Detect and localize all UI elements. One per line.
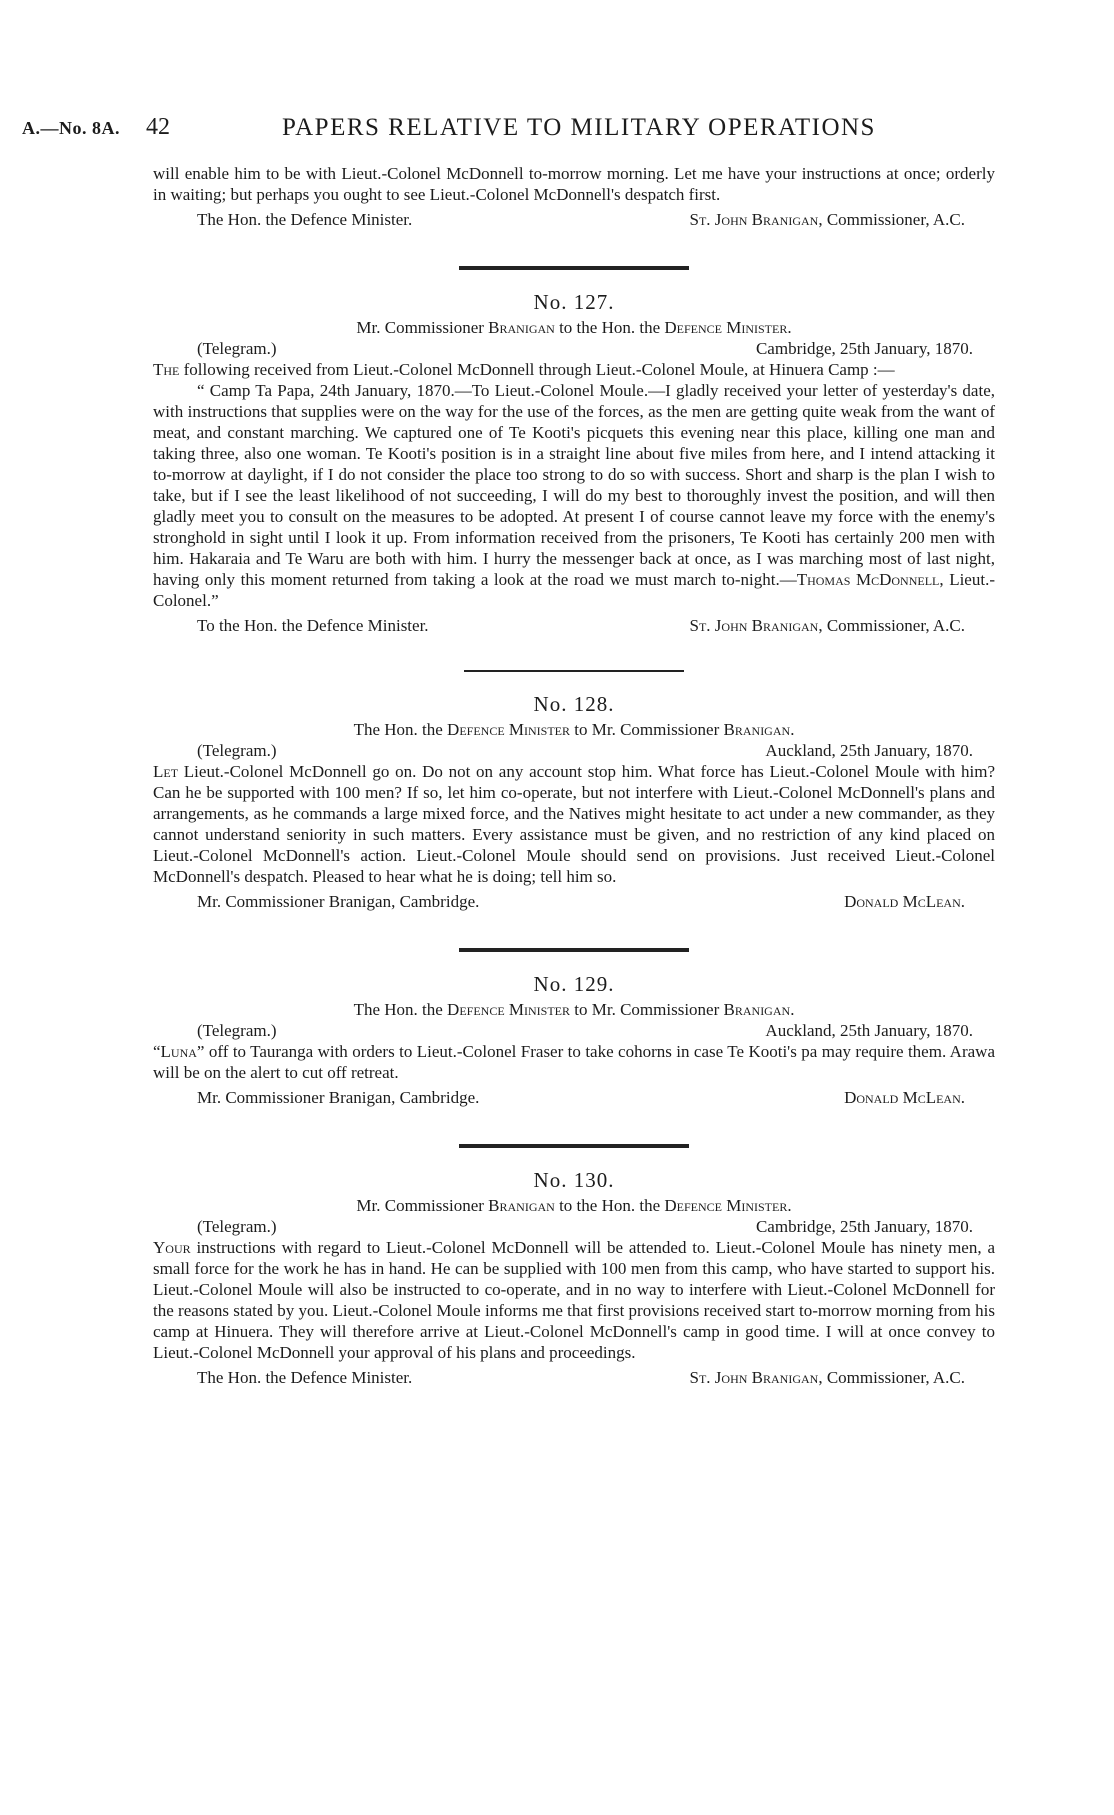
addressee: Mr. Commissioner Branigan, Cambridge. — [197, 892, 480, 911]
telegram-127 — [153, 292, 995, 636]
sender-title: . — [960, 1088, 965, 1107]
page-content — [153, 163, 995, 1388]
document-number: No. 130. — [533, 1168, 615, 1192]
telegram-meta — [153, 338, 995, 359]
continued-text: will enable him to be with Lieut.-Colonel McDonnell to-morrow morning. Let me have your instructions at once; orderly in waiting; but perhaps you ought to see Lieut.-Colonel McDonnell's despatch first. — [153, 164, 995, 204]
route-part: Mr. Commissioner — [356, 1196, 489, 1215]
body-text: Lieut.-Colonel McDonnell go on. Do not on any account stop him. What force has Lieut.-Colonel Moule with him? Can he be supported with 100 men? If so, let him co-operate, but not interfere with Lieut.-Colonel McDonnell's plans and arrangements, as he commands a large mixed force, and the Natives might hesitate to act under a new commander, as they cannot understand seniority in such matters. Every assistance must be given, and no restriction of any kind placed on Lieut.-Colonel McDonnell's action. Lieut.-Colonel Moule should send on provisions. Just received Lieut.-Colonel McDonnell's despatch. Pleased to hear what he is doing; tell him so. — [153, 762, 995, 886]
route-name: Defence Minister — [664, 318, 788, 337]
quote-end: , Lieut.-Colonel.” — [153, 570, 995, 610]
route-part: to the Hon. the — [554, 1196, 665, 1215]
route-name: Defence Minister — [447, 1000, 571, 1019]
place-date: Auckland, 25th January, 1870. — [765, 1021, 973, 1040]
place-date: Auckland, 25th January, 1870. — [765, 741, 973, 760]
section-divider — [459, 1144, 689, 1148]
route-name: Branigan — [723, 1000, 791, 1019]
paper-reference: A.—No. 8A. — [22, 118, 120, 138]
route-name: Branigan — [488, 318, 555, 337]
sender — [844, 891, 995, 912]
section-divider — [459, 266, 689, 270]
body-text: following received from Lieut.-Colonel McDonnell through Lieut.-Colonel Moule, at Hinuera Camp :— — [179, 360, 895, 379]
sender-title: , Commissioner, A.C. — [818, 210, 965, 229]
signature-line — [153, 209, 995, 230]
document-number: No. 127. — [533, 290, 615, 314]
sender-name: Donald McLean — [844, 1088, 961, 1107]
telegram-meta — [153, 1020, 995, 1041]
lead-word: Your — [153, 1238, 191, 1257]
signature-line — [153, 1367, 995, 1388]
route-name: Branigan — [488, 1196, 555, 1215]
section-divider — [459, 948, 689, 952]
body-text: off to Tauranga with orders to Lieut.-Colonel Fraser to take cohorns in case Te Kooti's pa may require them. Arawa will be on the alert to cut off retreat. — [153, 1042, 995, 1082]
route-part: . — [787, 1196, 792, 1215]
route-name: Defence Minister — [447, 720, 571, 739]
continued-telegram — [153, 163, 995, 230]
page-number: 42 — [146, 114, 170, 140]
document-kind: (Telegram.) — [197, 741, 277, 760]
document-route — [153, 999, 995, 1020]
telegram-body — [153, 1041, 995, 1083]
sender-title: . — [960, 892, 965, 911]
telegram-129 — [153, 974, 995, 1108]
route-part: . — [787, 318, 792, 337]
document-route — [153, 719, 995, 740]
document-kind: (Telegram.) — [197, 339, 277, 358]
route-part: to Mr. Commissioner — [570, 720, 724, 739]
route-part: The Hon. the — [353, 720, 448, 739]
section-divider — [464, 670, 684, 672]
document-route — [153, 1195, 995, 1216]
quoted-message — [153, 380, 995, 611]
route-part: to Mr. Commissioner — [570, 1000, 724, 1019]
sender-name: Donald McLean — [844, 892, 961, 911]
document-number: No. 129. — [533, 972, 615, 996]
sender — [690, 615, 996, 636]
sender — [690, 209, 996, 230]
addressee: The Hon. the Defence Minister. — [197, 210, 413, 229]
sender — [690, 1367, 996, 1388]
sender-name: St. John Branigan — [689, 616, 819, 635]
telegram-128 — [153, 694, 995, 912]
telegram-meta — [153, 1216, 995, 1237]
route-part: Mr. Commissioner — [356, 318, 489, 337]
telegram-meta — [153, 740, 995, 761]
route-part: to the Hon. the — [554, 318, 665, 337]
signature-line — [153, 1087, 995, 1108]
addressee: Mr. Commissioner Branigan, Cambridge. — [197, 1088, 480, 1107]
lead-word: The — [153, 360, 180, 379]
document-kind: (Telegram.) — [197, 1217, 277, 1236]
route-name: Branigan — [723, 720, 791, 739]
route-part: The Hon. the — [353, 1000, 448, 1019]
page-header — [22, 114, 1082, 148]
telegram-body — [153, 1237, 995, 1363]
lead-word: Let — [153, 762, 179, 781]
sender-title: , Commissioner, A.C. — [818, 616, 965, 635]
addressee: The Hon. the Defence Minister. — [197, 1368, 413, 1387]
addressee: To the Hon. the Defence Minister. — [197, 616, 429, 635]
telegram-body — [153, 761, 995, 887]
route-part: . — [790, 1000, 795, 1019]
document-route — [153, 317, 995, 338]
sender-name: St. John Branigan — [689, 1368, 819, 1387]
running-title: PAPERS RELATIVE TO MILITARY OPERATIONS — [282, 114, 876, 141]
route-part: . — [790, 720, 795, 739]
telegram-130 — [153, 1170, 995, 1388]
sender-title: , Commissioner, A.C. — [818, 1368, 965, 1387]
sender — [844, 1087, 995, 1108]
telegram-body — [153, 359, 995, 380]
body-text: instructions with regard to Lieut.-Colonel McDonnell will be attended to. Lieut.-Colonel Moule has ninety men, a small force for the work he has in hand. He can be supplied with 100 men from this camp, who have started to support his. Lieut.-Colonel Moule will also be instructed to co-operate, and in no way to interfere with Lieut.-Colonel McDonnell for the reasons stated by you. Lieut.-Colonel Moule informs me that first provisions received start to-morrow morning from his camp at Hinuera. They will therefore arrive at Lieut.-Colonel McDonnell's camp in good time. I will at once convey to Lieut.-Colonel McDonnell your approval of his plans and proceedings. — [153, 1238, 995, 1362]
place-date: Cambridge, 25th January, 1870. — [755, 1217, 973, 1236]
sender-name: St. John Branigan — [689, 210, 819, 229]
quote-text: “ Camp Ta Papa, 24th January, 1870.—To Lieut.-Colonel Moule.—I gladly received your letter of yesterday's date, with instructions that supplies were on the way for the use of the forces, as the men are getting quite weak from the want of meat, and constant marching. We captured one of Te Kooti's picquets this evening near this place, killing one man and taking three, also one woman. Te Kooti's position is in a straight line about five miles from here, and I intend attacking it to-morrow at daylight, if I do not consider the place too strong to do so with success. Short and sharp is the plan I wish to take, but if I see the least likelihood of not succeeding, I will do my best to thoroughly invest the position, and will then gladly meet you to consult on the measures to be adopted. At present I of course cannot leave my force with the enemy's stronghold in sight until I look it up. From information received from the prisoners, Te Kooti has certainly 200 men with him. Hakaraia and Te Waru are both with him. I hurry the messenger back at once, as I was marching most of last night, having only this moment returned from taking a look at the road we must march to-night.— — [153, 381, 995, 589]
signature-line — [153, 891, 995, 912]
document-number: No. 128. — [533, 692, 615, 716]
route-name: Defence Minister — [664, 1196, 788, 1215]
lead-word: “Luna” — [153, 1042, 205, 1061]
place-date: Cambridge, 25th January, 1870. — [755, 339, 973, 358]
quote-signatory: Thomas McDonnell — [796, 570, 940, 589]
signature-line — [153, 615, 995, 636]
document-kind: (Telegram.) — [197, 1021, 277, 1040]
